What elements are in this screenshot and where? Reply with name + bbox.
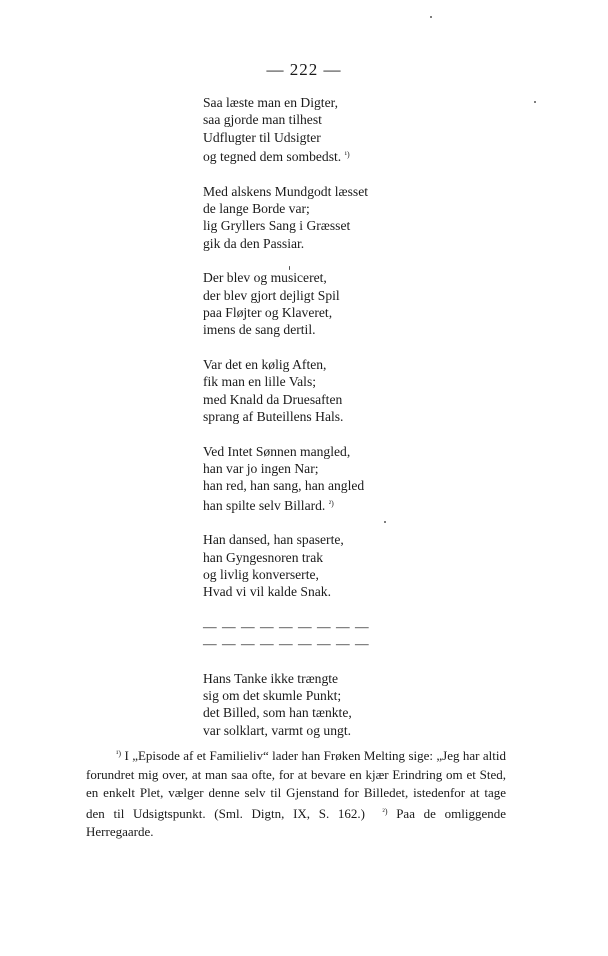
poem-line: Med alskens Mundgodt læsset (203, 183, 369, 199)
footnote-ref-1: ¹) (344, 150, 350, 160)
page-number: — 222 — (266, 60, 342, 79)
poem-line: saa gjorde man tilhest (203, 112, 322, 128)
poem-line: Var det en kølig Aften, (203, 356, 327, 372)
print-speck (384, 521, 386, 523)
poem-line: der blev gjort dejligt Spil (203, 287, 340, 303)
stanza-2 (203, 183, 370, 253)
dash-line: — — — — — — — — — (203, 618, 370, 634)
poem-line: paa Fløjter og Klaveret, (203, 305, 333, 321)
poem-line: var solklart, varmt og ungt. (203, 722, 351, 738)
stanza-1 (203, 94, 370, 166)
poem-line: med Knald da Druesaften (203, 391, 343, 407)
dash-line: — — — — — — — — — (203, 636, 370, 652)
poem-line-text: han spilte selv Billard. (203, 497, 326, 513)
stanza-3 (203, 269, 370, 339)
footnote-1-text: I „Episode af et Familieliv“ lader han Frøken Melting sige: „Jeg har altid forundret mig over, at man saa ofte, for at bevare en kjær Erindring om et Sted, en enkelt Plet, vælger denne selv til Gjenstand for Billedet, istedenfor at tage den til Udsigtspunkt. (Sml. Digtn, IX, S. 162.) (86, 748, 507, 821)
poem-line (203, 146, 370, 165)
poem-line: Hvad vi vil kalde Snak. (203, 584, 331, 600)
print-speck (289, 266, 290, 270)
poem-line-text: og tegned dem sombedst. (203, 149, 342, 165)
poem-line: gik da den Passiar. (203, 235, 305, 251)
stanza-5 (203, 443, 370, 515)
stanza-final (203, 670, 370, 740)
poem-line: Han dansed, han spaserte, (203, 532, 344, 548)
stanza-6 (203, 531, 370, 601)
poem-line: og livlig konverserte, (203, 566, 319, 582)
stanza-4 (203, 356, 370, 426)
poem-line: det Billed, som han tænkte, (203, 705, 352, 721)
poem-line: Der blev og musiceret, (203, 270, 327, 286)
poem-line: imens de sang dertil. (203, 322, 316, 338)
print-speck (534, 101, 536, 103)
poem-line: Hans Tanke ikke trængte (203, 670, 339, 686)
dash-separator (203, 618, 370, 653)
footnote-ref-2: ²) (328, 498, 334, 508)
footnote-block (86, 745, 506, 842)
poem-line: Udflugter til Udsigter (203, 129, 321, 145)
poem-line: han Gyngesnoren trak (203, 549, 324, 565)
poem-line: Ved Intet Sønnen mangled, (203, 443, 351, 459)
footnote-2-text: Paa de omliggende Herregaarde. (86, 805, 507, 840)
footnote-marker-1: ¹) (116, 749, 122, 758)
print-speck (430, 16, 432, 18)
poem-line: Saa læste man en Digter, (203, 95, 338, 110)
poem-line: sig om det skumle Punkt; (203, 687, 342, 703)
poem-line: de lange Borde var; (203, 201, 310, 217)
poem-line: han red, han sang, han angled (203, 478, 365, 494)
poem-line: fik man en lille Vals; (203, 374, 317, 390)
footnotes (86, 745, 506, 842)
poem-line: han var jo ingen Nar; (203, 460, 319, 476)
poem (203, 94, 370, 756)
poem-line: sprang af Buteillens Hals. (203, 409, 344, 425)
poem-line (203, 495, 370, 514)
poem-line: lig Gryllers Sang i Græsset (203, 218, 351, 234)
footnote-marker-2: ²) (382, 806, 388, 816)
